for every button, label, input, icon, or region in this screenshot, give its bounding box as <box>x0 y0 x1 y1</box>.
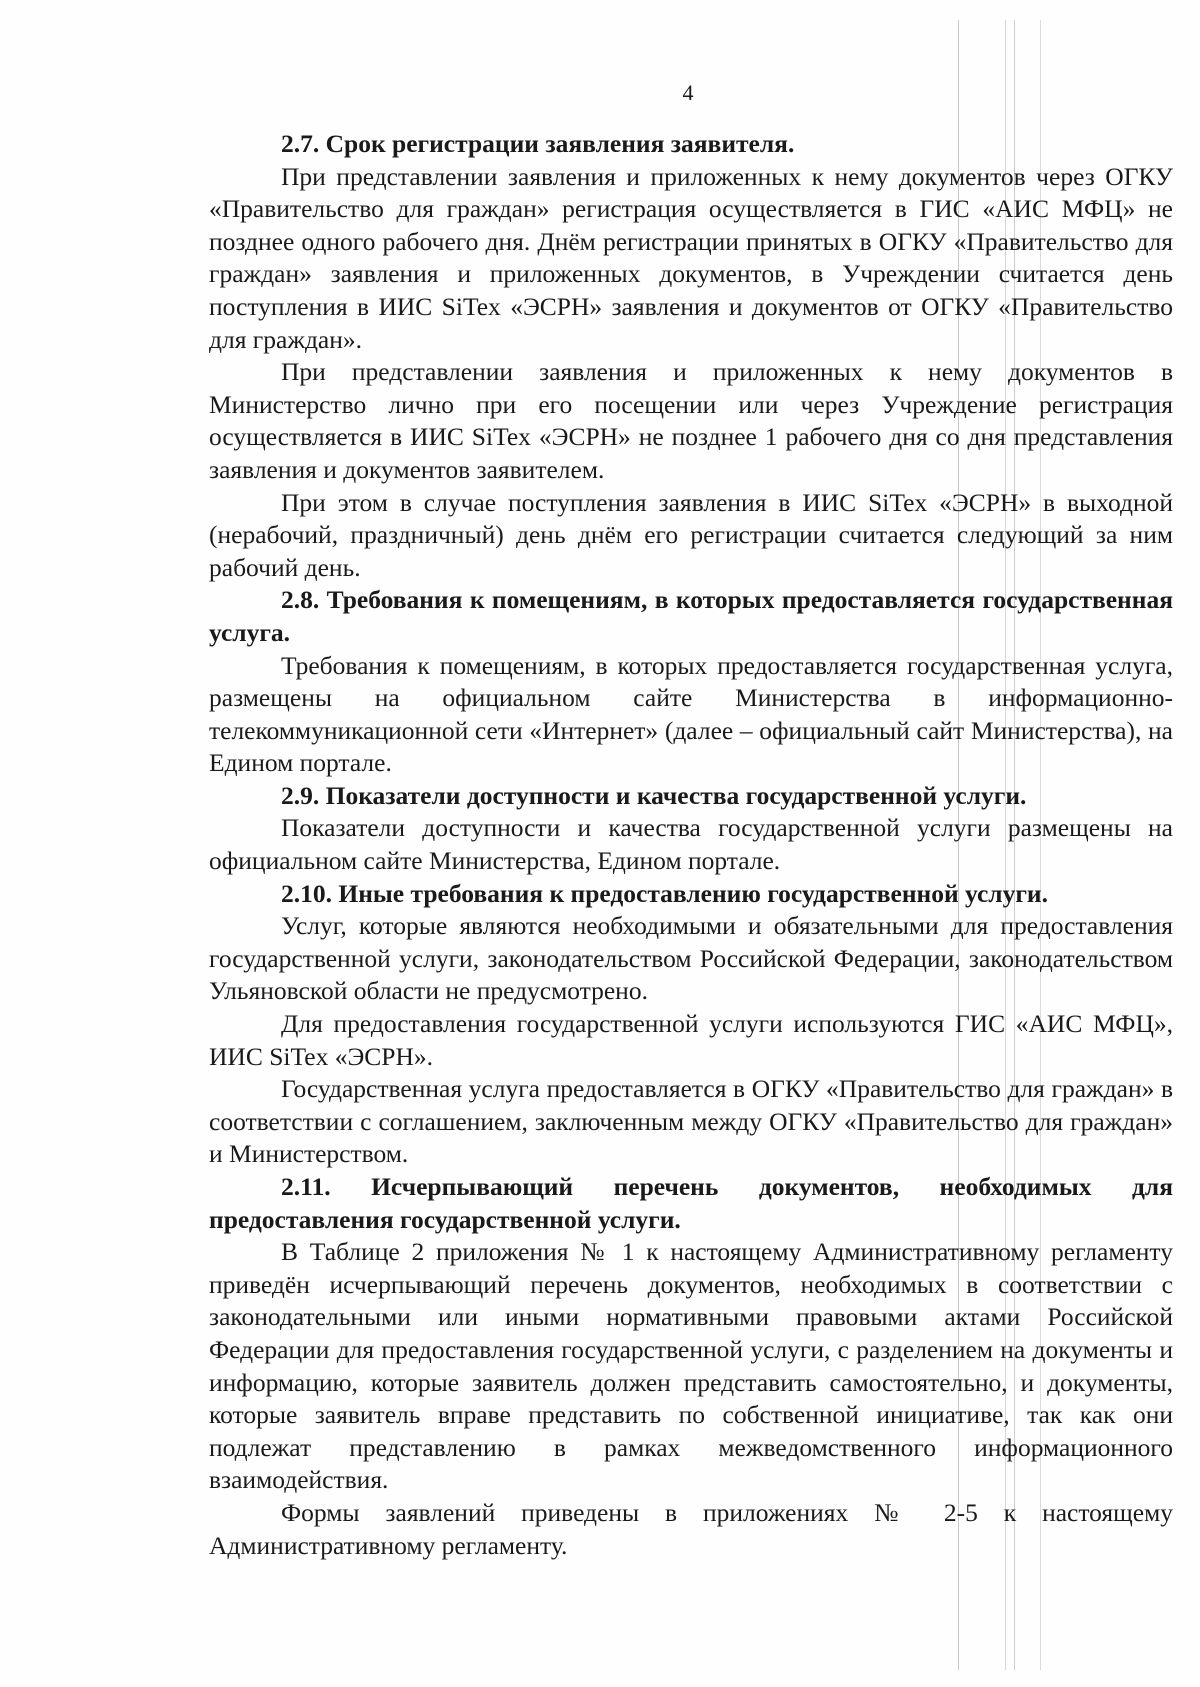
section-heading: 2.11. Исчерпывающий перечень документов, необходимых для предоставления государственной услуги. <box>209 1172 1173 1234</box>
paragraph: Для предоставления государственной услуги используются ГИС «АИС МФЦ», ИИС SiTex «ЭСРН». <box>209 1009 1173 1071</box>
paragraph: Услуг, которые являются необходимыми и обязательными для предоставления государственной услуги, законодательством Российской Федерации, законодательством Ульяновской области не предусмотрено. <box>209 911 1173 1006</box>
paragraph: Формы заявлений приведены в приложениях № 2-5 к настоящему Административному регламенту. <box>209 1497 1173 1560</box>
paragraph: Требования к помещениям, в которых предоставляется государственная услуга, размещены на официальном сайте Министерства в информационно-телекоммуникационной сети «Интернет» (далее – официальный сайт Министерства), на Едином портале. <box>209 650 1173 778</box>
document-body <box>209 128 1173 1562</box>
section-2-8 <box>209 584 1173 780</box>
section-2-11 <box>209 1171 1173 1562</box>
section-heading: 2.7. Срок регистрации заявления заявителя. <box>281 129 795 158</box>
section-2-9 <box>209 780 1173 878</box>
section-heading: 2.8. Требования к помещениям, в которых предоставляется государственная услуга. <box>209 585 1173 647</box>
section-heading: 2.9. Показатели доступности и качества государственной услуги. <box>281 780 1027 810</box>
paragraph: Показатели доступности и качества государственной услуги размещены на официальном сайте Министерства, Едином портале. <box>209 813 1173 876</box>
paragraph: При этом в случае поступления заявления в ИИС SiTex «ЭСРН» в выходной (нерабочий, праздничный) день днём его регистрации считается следующий за ним рабочий день. <box>209 487 1173 582</box>
paragraph: Государственная услуга предоставляется в ОГКУ «Правительство для граждан» в соответствии с соглашением, заключенным между ОГКУ «Правительство для граждан» и Министерством. <box>209 1074 1173 1169</box>
page-number: 4 <box>682 80 694 105</box>
section-heading: 2.10. Иные требования к предоставлению государственной услуги. <box>281 878 1049 908</box>
paragraph: При представлении заявления и приложенных к нему документов в Министерство лично при его посещении или через Учреждение регистрация осуществляется в ИИС SiTex «ЭСРН» не позднее 1 рабочего дня со дня представления заявления и документов заявителем. <box>209 357 1173 484</box>
paragraph: При представлении заявления и приложенных к нему документов через ОГКУ «Правительство для граждан» регистрация осуществляется в ГИС «АИС МФЦ» не позднее одного рабочего дня. Днём регистрации принятых в ОГКУ «Правительство для граждан» заявления и приложенных документов, в Учреждении считается день поступления в ИИС SiTex «ЭСРН» заявления и документов от ОГКУ «Правительство для граждан». <box>209 161 1173 354</box>
paragraph: В Таблице 2 приложения № 1 к настоящему Административному регламенту приведён исчерпывающий перечень документов, необходимых в соответствии с законодательными или иными нормативными правовыми актами Российской Федерации для предоставления государственной услуги, с разделением на документы и информацию, которые заявитель должен представить самостоятельно, и документы, которые заявитель вправе представить по собственной инициативе, так как они подлежат представлению в рамках межведомственного информационного взаимодействия. <box>209 1237 1173 1495</box>
section-2-10 <box>209 878 1173 1171</box>
section-2-7 <box>209 128 1173 584</box>
